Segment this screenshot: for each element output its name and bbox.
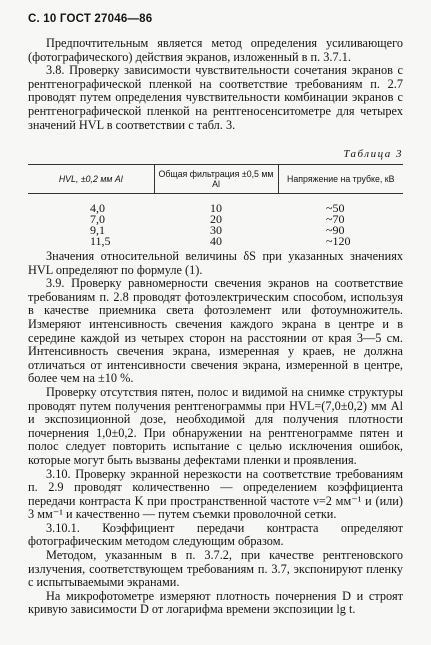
cell-voltage: ~120 [326,234,351,248]
column-header-hvl: HVL, ±0,2 мм Al [28,165,154,194]
column-header-voltage: Напряжение на трубке, кВ [278,165,403,194]
cell-voltage: ~70 [326,212,345,226]
paragraph-microphotometer: На микрофотометре измеряют плотность почернения D и строят кривую зависимости D от логарифма времени экспозиции lg t. [28,588,403,617]
cell-filtration: 10 [210,201,222,215]
paragraph-3-9: 3.9. Проверку равномерности свечения экранов на соответствие требованиям п. 2.8 проводят фотоэлектрическим способом, используя в качестве приемника света фотоэлемент или фотоумножитель. Измеряют интенсивность свечения каждого экрана в центре и в середине каждой из четырех сторон на расстоянии от края 3—5 см. Интенсивность свечения экрана, измеренная у краев, не должна отличаться от интенсивности свечения экрана, измеренной в центре, более чем на ±10 %. [28,276,403,386]
cell-hvl: 7,0 [90,212,105,226]
paragraph-3-8: 3.8. Проверку зависимости чувствительности сочетания экранов с рентгенографической пленкой на соответствие требованиям п. 2.7 проводят путем определения чувствительности комбинации экранов с рентгенографической пленкой на рентгеносенситометре для четырех значений HVL в соответствии с табл. 3. [28,63,403,132]
cell-hvl: 9,1 [90,223,105,237]
cell-voltage: ~90 [326,223,345,237]
table-3 [28,164,403,247]
cell-hvl: 4,0 [90,201,105,215]
page-header: С. 10 ГОСТ 27046—86 [28,13,153,25]
table-header-row [28,165,403,194]
cell-filtration: 30 [210,223,222,237]
paragraph-3-10-1: 3.10.1. Коэффициент передачи контраста определяют фотографическим методом следующим образом. [28,520,403,549]
table-row [28,236,403,247]
cell-hvl: 11,5 [90,234,111,248]
paragraph-3-10: 3.10. Проверку экранной нерезкости на соответствие требованиям п. 2.9 проводят количественно — определением коэффициента передачи контраста K при пространственной частоте ν=2 мм⁻¹ и (или) 3 мм⁻¹ и качественно — путем съемки проволочной сетки. [28,466,403,522]
paragraph-spots-check: Проверку отсутствия пятен, полос и видимой на снимке структуры проводят путем получения рентгенограммы при HVL=(7,0±0,2) мм Al и экспозиционной дозе, необходимой для получения плотности почернения 1,0±0,2. При обнаружении на рентгенограмме пятен и полос следует повторить испытание с целью исключения ошибок, которые могут быть вызваны дефектами пленки и проявления. [28,384,403,467]
table-row [28,194,403,215]
text-block-top [28,37,403,132]
cell-filtration: 40 [210,234,222,248]
cell-filtration: 20 [210,212,222,226]
table-caption: Таблица 3 [343,148,403,160]
paragraph-delta-s: Значения относительной величины δS при указанных значениях HVL определяют по формуле (1). [28,249,403,277]
paragraph-method-preference: Предпочтительным является метод определения усиливающего (фотографического) действия экранов, изложенный в п. 3.7.1. [28,36,403,64]
cell-voltage: ~50 [326,201,345,215]
text-block-bottom [28,250,403,617]
column-header-filtration: Общая фильтрация ±0,5 мм Al [154,165,278,194]
paragraph-method-exposure: Методом, указанным в п. 3.7.2, при качестве рентгеновского излучения, соответствующем требованиям п. 3.7, экспонируют пленку с испытываемыми экранами. [28,548,403,590]
